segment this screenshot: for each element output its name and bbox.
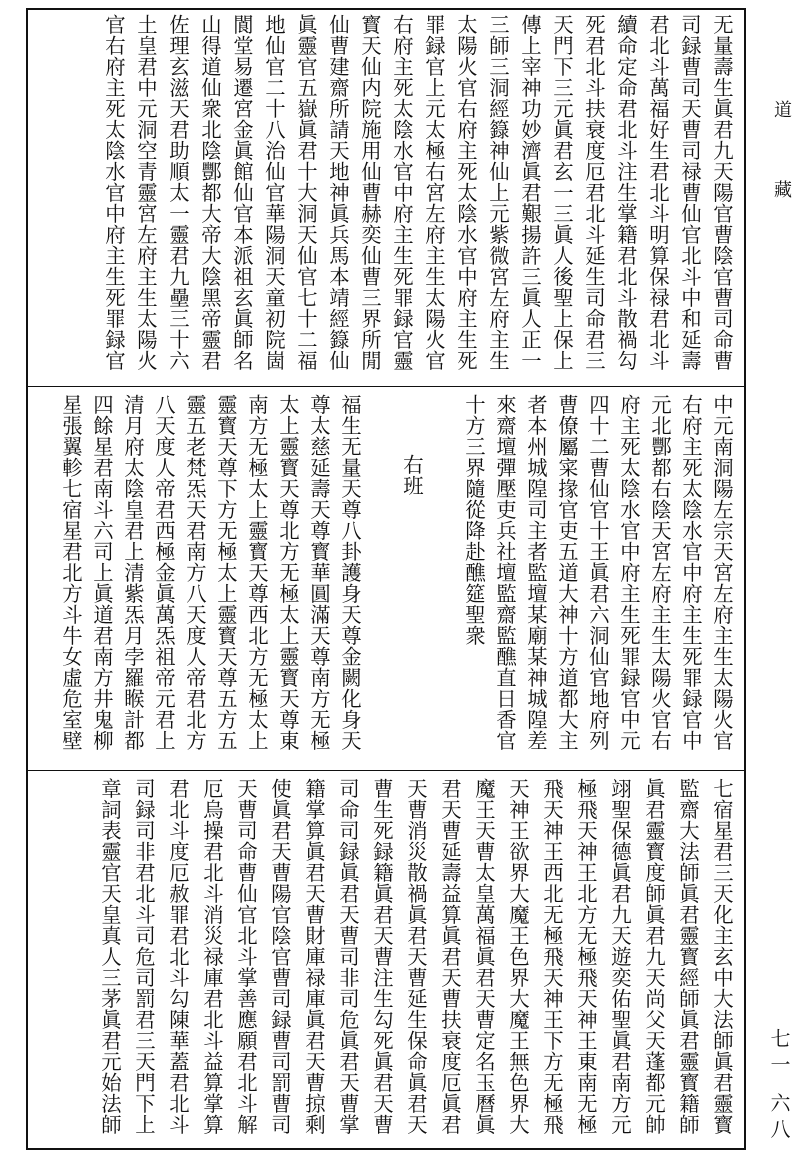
margin-title-char: 藏 [771, 180, 792, 202]
text-column: 章詞表靈官天皇真人三茅眞君元始法師 [98, 778, 122, 1135]
text-column: 元北酆都右陰天宮左府主生太陽火官右 [648, 394, 672, 751]
text-column: 魔王天曹太皇萬福眞君天曹定名玉曆眞 [472, 778, 496, 1135]
text-column: 眞靈官五嶽眞君十大洞天仙官七十二福 [294, 14, 318, 371]
text-column: 右府主死太陰水官中府主生死罪録官中 [679, 394, 703, 751]
text-column: 仙曹建齋所請天地神眞兵馬本靖經籙仙 [326, 14, 350, 371]
text-column: 八天度人帝君西極金眞萬炁祖帝元君上 [152, 394, 176, 751]
text-column: 南方无極太上靈寳天尊西北方无極太上 [245, 394, 269, 751]
text-column: 寳天仙内院施用仙曹赫奕仙曹三界所閒 [358, 14, 382, 371]
text-column: 傳上宰神功妙濟眞君艱揚許三眞人正一 [518, 14, 542, 371]
text-column: 使眞君天曹陽官陰官曹司録曹司罰曹司 [268, 778, 292, 1135]
text-column: 來齋壇彈壓吏兵社壇監齋監醮直日香官 [493, 394, 517, 751]
text-column: 籍掌算眞君天曹財庫禄庫眞君天曹掠剩 [302, 778, 326, 1135]
text-column: 天神王欲界大魔王色界大魔王無色界大 [506, 778, 530, 1135]
text-column: 極飛天神王北方无極飛天神王東南无極 [574, 778, 598, 1135]
text-column: 十方三界隨從降赴醮筵聖衆 [462, 394, 486, 646]
text-column: 清月府太陰皇君上清紫炁月孛羅睺計都 [121, 394, 145, 751]
text-column: 佐理玄滋天君助順太一靈君九壘三十六 [166, 14, 190, 371]
text-column: 土皇君中元洞空青靈宮左府主生太陽火 [134, 14, 158, 371]
page-number: 七一 六八 [767, 1028, 791, 1145]
text-column: 飛天神王西北无極飛天神王下方无極飛 [540, 778, 564, 1135]
text-column: 官右府主死太陰水官中府主生死罪録官 [102, 14, 126, 371]
text-column: 福生无量天尊八卦護身天尊金闕化身天 [338, 394, 362, 751]
text-column: 府主死太陰水官中府主生死罪録官中元 [617, 394, 641, 751]
section-divider [26, 770, 746, 771]
text-column: 地仙官二十八治仙官華陽洞天童初院崮 [262, 14, 286, 371]
text-section-top [34, 14, 738, 380]
text-column: 七宿星君三天化主玄中大法師眞君靈寳 [710, 778, 734, 1135]
text-column: 監齋大法師眞君靈寳經師眞君靈寳籍師 [676, 778, 700, 1135]
text-column: 司命司録眞君天曹司非司危眞君天曹掌 [336, 778, 360, 1135]
text-column: 曹僚屬寀掾官吏五道大神十方道都大主 [555, 394, 579, 751]
text-column: 死君北斗扶衰度厄君北斗延生司命君三 [582, 14, 606, 371]
text-column: 司録司非君北斗司危司罰君三天門下上 [132, 778, 156, 1135]
text-column: 尊太慈延壽天尊寳華圓滿天尊南方无極 [307, 394, 331, 751]
text-column: 天曹司命曹仙官北斗掌善應願君北斗解 [234, 778, 258, 1135]
text-column: 中元南洞陽左宗天宮左府主生太陽火官 [710, 394, 734, 751]
text-column: 天門下三元眞君玄一三眞人後聖上保上 [550, 14, 574, 371]
text-column: 四餘星君南斗六司上眞道君南方井鬼柳 [90, 394, 114, 751]
text-column: 太上靈寳天尊北方无極太上靈寳天尊東 [276, 394, 300, 751]
text-column: 君北斗萬福好生君北斗明算保禄君北斗 [646, 14, 670, 371]
text-column: 右府主死太陰水官中府主生死罪録官靈 [390, 14, 414, 371]
text-section-bottom [34, 778, 738, 1144]
text-column: 四十二曹仙官十王眞君六洞仙官地府列 [586, 394, 610, 751]
margin-title-char: 道 [771, 100, 792, 122]
text-column: 罪録官上元太極右宮左府主生太陽火官 [422, 14, 446, 371]
text-column: 曹生死録籍眞君天曹注生勾死眞君天曹 [370, 778, 394, 1135]
text-column: 續命定命君北斗注生掌籍君北斗散禍勾 [614, 14, 638, 371]
text-column: 者本州城隍司主者監壇某廟某神城隍差 [524, 394, 548, 751]
text-column: 君天曹延壽益算眞君天曹扶衰度厄眞君 [438, 778, 462, 1135]
text-column: 司録曹司天曹司禄曹仙官北斗中和延壽 [678, 14, 702, 371]
text-column: 星張翼軫七宿星君北方斗牛女虛危室壁 [59, 394, 83, 751]
text-column: 靈寳天尊下方无極太上靈寳天尊五方五 [214, 394, 238, 751]
section-divider [26, 386, 746, 387]
text-column: 厄烏操君北斗消災禄庫君北斗益算掌算 [200, 778, 224, 1135]
text-column: 山得道仙衆北陰酆都大帝大陰黑帝靈君 [198, 14, 222, 371]
text-column: 太陽火官右府主死太陰水官中府主生死 [454, 14, 478, 371]
text-column: 三師三洞經籙神仙上元紫微宮左府主生 [486, 14, 510, 371]
text-column: 閬堂易遷宮金眞館仙官本派祖玄眞師名 [230, 14, 254, 371]
text-column: 天曹消災散禍眞君天曹延生保命眞君天 [404, 778, 428, 1135]
text-column: 靈五老梵炁天君南方八天度人帝君北方 [183, 394, 207, 751]
text-column: 君北斗度厄赦罪君北斗勾陳華蓋君北斗 [166, 778, 190, 1135]
text-column: 翊聖保德眞君九天遊奕佑聖眞君南方元 [608, 778, 632, 1135]
section-heading: 右班 [400, 454, 424, 496]
text-section-middle [34, 394, 738, 764]
text-column: 眞君靈寳度師眞君九天尚父天蓬都元帥 [642, 778, 666, 1135]
text-column: 无量壽生眞君九天陽官曹陰官曹司命曹 [710, 14, 734, 371]
